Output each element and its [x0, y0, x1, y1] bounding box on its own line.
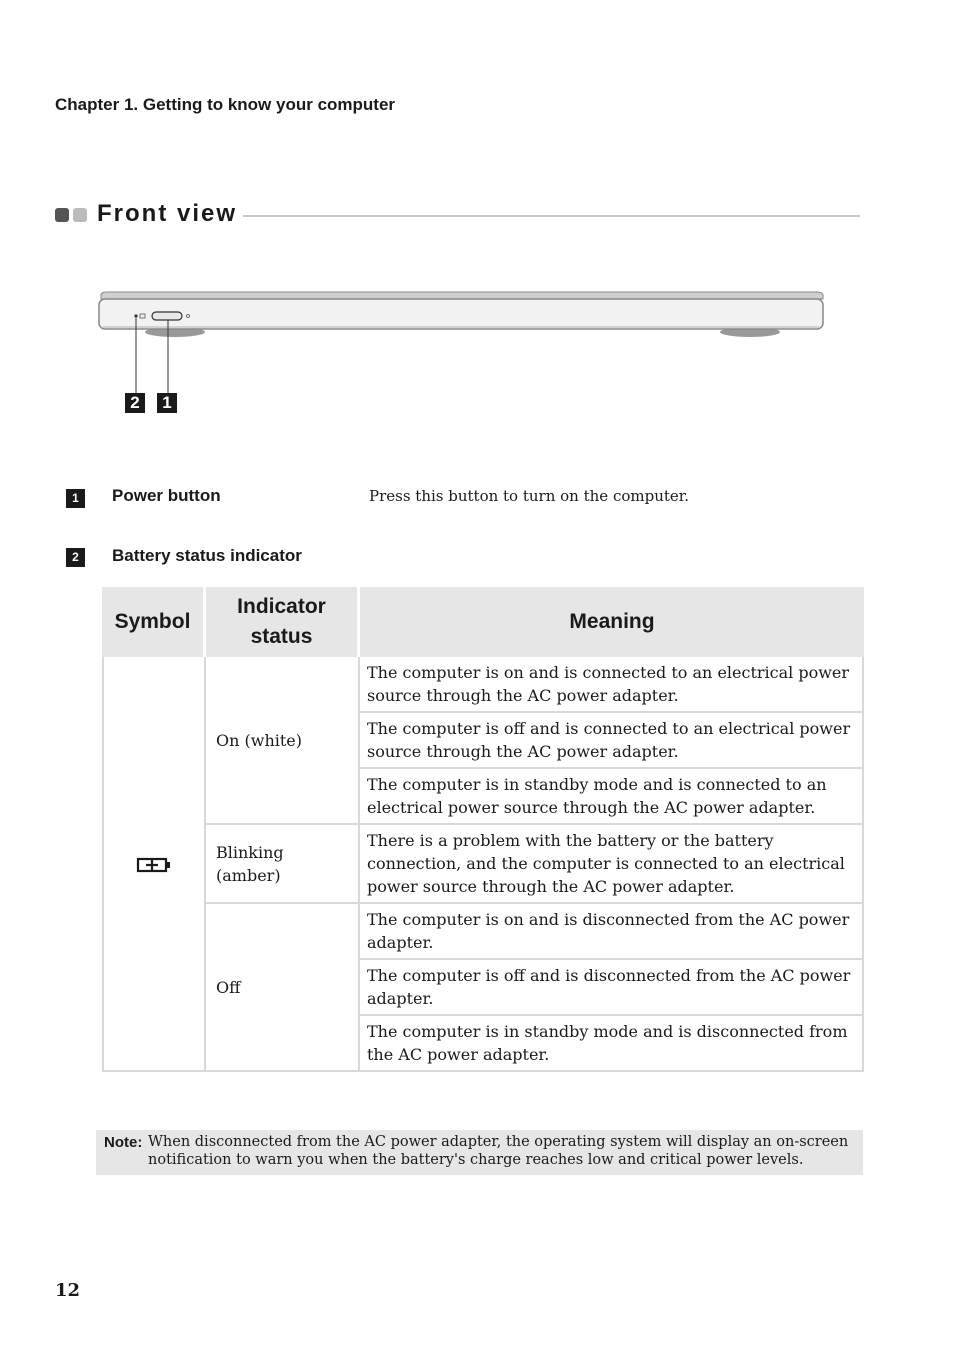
- section-heading: [55, 200, 860, 232]
- laptop-front-drawing: [95, 285, 830, 420]
- meaning-cell: The computer is in standby mode and is connected to an electrical power source through the AC power adapter.: [360, 769, 864, 825]
- section-bullet-dark: [55, 208, 69, 222]
- section-rule: [243, 215, 860, 217]
- header-symbol: Symbol: [102, 587, 206, 657]
- chapter-header: Chapter 1. Getting to know your computer: [55, 95, 396, 114]
- callout-power-button: 1: [157, 393, 177, 413]
- battery-status-table: [102, 587, 864, 1072]
- meaning-cell: The computer is off and is connected to an electrical power source through the AC power adapter.: [360, 713, 864, 769]
- status-cell: Blinking (amber): [206, 825, 360, 904]
- note-text: When disconnected from the AC power adapter, the operating system will display an on-screen notification to warn you when the battery's charge reaches low and critical power levels.: [148, 1134, 849, 1168]
- power-button-shape: [152, 312, 182, 320]
- table-row: [102, 657, 864, 713]
- table-header-row: [102, 587, 864, 657]
- item-label-battery-indicator: Battery status indicator: [112, 546, 302, 565]
- status-cell: On (white): [206, 657, 360, 825]
- laptop-front-illustration: [95, 285, 830, 420]
- item-label-power-button: Power button: [112, 486, 221, 505]
- meaning-cell: The computer is in standby mode and is disconnected from the AC power adapter.: [360, 1016, 864, 1072]
- item-number-2: 2: [66, 548, 85, 567]
- note-box: [96, 1130, 863, 1175]
- item-number-1: 1: [66, 489, 85, 508]
- section-title: Front view: [97, 200, 238, 227]
- meaning-cell: The computer is on and is connected to an electrical power source through the AC power adapter.: [360, 657, 864, 713]
- header-meaning: Meaning: [360, 587, 864, 657]
- table-row: [102, 825, 864, 904]
- callout-battery-indicator: 2: [125, 393, 145, 413]
- note-label: Note:: [104, 1134, 143, 1151]
- battery-led-dot: [134, 314, 137, 317]
- page-number: 12: [55, 1280, 81, 1301]
- table-row: [102, 904, 864, 960]
- meaning-cell: There is a problem with the battery or the battery connection, and the computer is connected to an electrical power source through the AC power adapter.: [360, 825, 864, 904]
- symbol-cell: [102, 657, 206, 1072]
- battery-charging-icon: [136, 856, 172, 874]
- meaning-cell: The computer is on and is disconnected from the AC power adapter.: [360, 904, 864, 960]
- status-cell: Off: [206, 904, 360, 1072]
- item-description-power-button: Press this button to turn on the computer.: [369, 487, 690, 505]
- section-bullet-light: [73, 208, 87, 222]
- header-indicator-status: Indicator status: [206, 587, 360, 657]
- meaning-cell: The computer is off and is disconnected from the AC power adapter.: [360, 960, 864, 1016]
